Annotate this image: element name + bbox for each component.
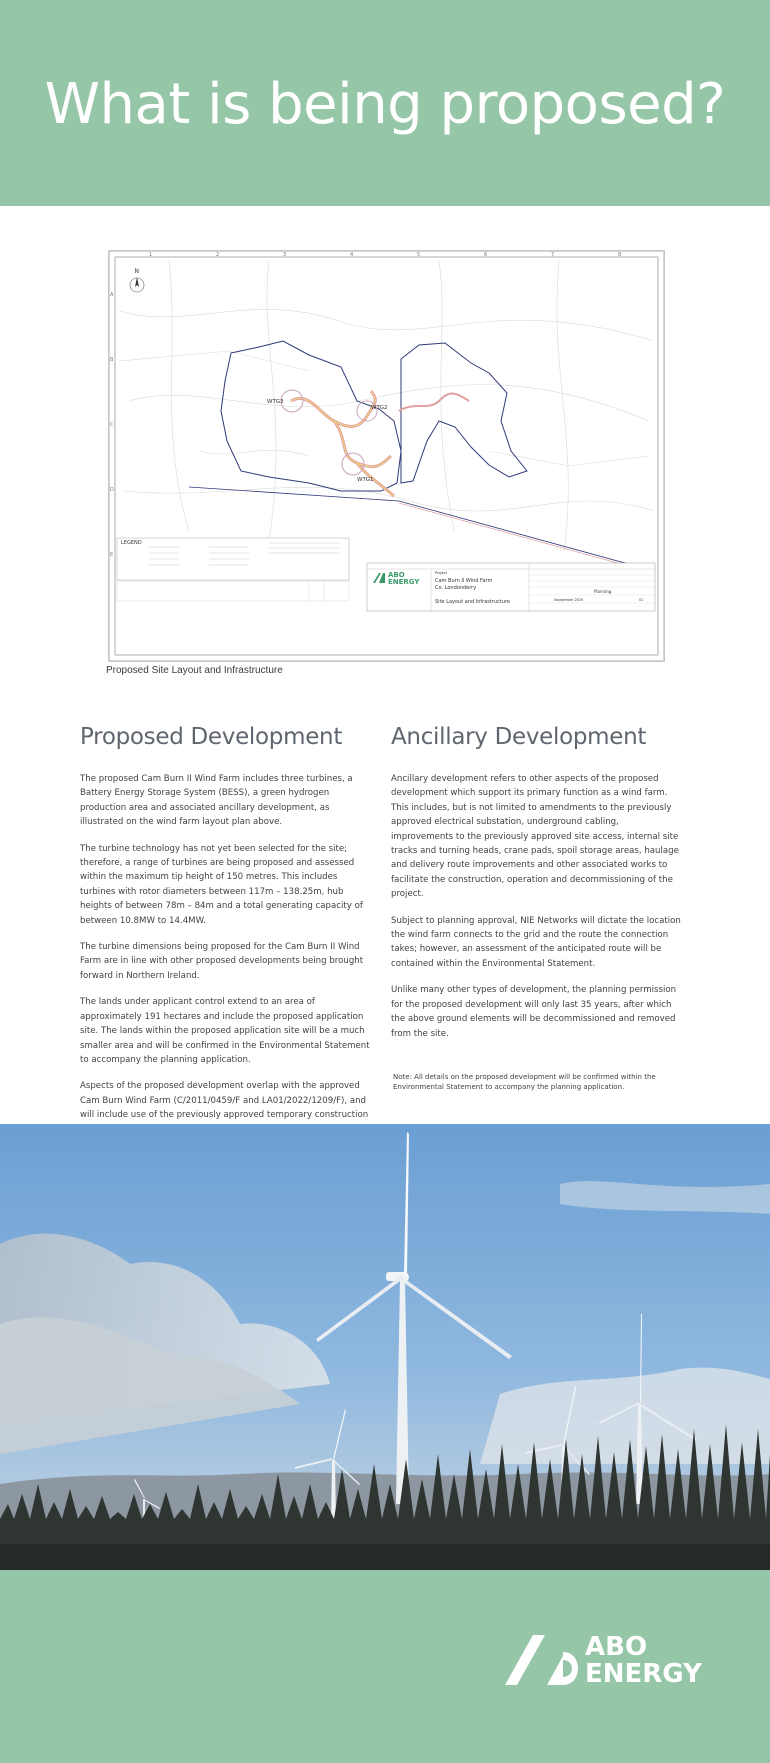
north-label: N — [134, 268, 139, 275]
proposed-development-paragraph: The proposed Cam Burn II Wind Farm includes three turbines, a Battery Energy Storage System (BESS), a green hydrogen production area and associated ancillary development, as illustrated on the wind farm layout plan above. — [80, 774, 353, 828]
title-block-drawing-title: Site Layout and Infrastructure — [435, 599, 510, 605]
grid-col-1: 1 — [149, 252, 153, 258]
footer-logo-text — [585, 1634, 702, 1688]
north-arrow — [130, 268, 144, 292]
turbine-wtg1-label: WTG1 — [357, 477, 374, 483]
grid-col-4: 4 — [350, 252, 354, 258]
page-title: What is being proposed? — [44, 72, 726, 137]
ancillary-development-paragraph: Ancillary development refers to other aspects of the proposed development which support its primary function as a wind farm. This includes, but is not limited to amendments to the previously approved electrical substation, underground cabling, improvements to the previously approved site access, internal site tracks and turning heads, crane pads, spoil storage areas, haulage and delivery route improvements and other associated works to facilitate the construction, operation and decommissioning of the project. — [391, 774, 679, 900]
title-block-purpose: Planning — [594, 589, 612, 594]
grid-row-a: A — [110, 292, 114, 298]
map-caption: Proposed Site Layout and Infrastructure — [106, 665, 283, 676]
footer-brand-line2: ENERGY — [585, 1659, 702, 1689]
title-block-project-label: Project — [435, 571, 447, 575]
grid-col-6: 6 — [484, 252, 488, 258]
proposed-development-paragraph: The lands under applicant control extend to an area of approximately 191 hectares and include the proposed application site. The lands within the proposed application site will be a much smaller area and will be confirmed in the Environmental Statement to accompany the planning application. — [80, 997, 370, 1065]
header-band — [0, 0, 770, 206]
ancillary-development-paragraph: Subject to planning approval, NIE Networks will dictate the location the wind farm connects to the grid and the route the connection takes; however, an assessment of the anticipated route will be contained within the Environmental Statement. — [391, 915, 681, 969]
proposed-development-paragraph: The turbine dimensions being proposed for the Cam Burn II Wind Farm are in line with other proposed developments being brought forward in Northern Ireland. — [80, 942, 364, 981]
turbine-wtg3-label: WTG3 — [267, 399, 284, 405]
site-layout-map — [108, 250, 665, 662]
grid-col-7: 7 — [551, 252, 555, 258]
ancillary-development-paragraph: Unlike many other types of development, the planning permission for the proposed development will only last 35 years, after which the above ground elements will be decommissioned and removed from the site. — [391, 985, 677, 1039]
turbine-wtg2-label: WTG2 — [371, 405, 388, 411]
title-block-revision: 01 — [639, 598, 644, 602]
proposed-development-section — [80, 724, 372, 1149]
grid-row-b: B — [110, 357, 114, 363]
grid-col-3: 3 — [283, 252, 287, 258]
details-note: Note: All details on the proposed development will be confirmed within the Environmental Statement to accompany the planning application. — [393, 1073, 656, 1091]
title-block-brand-2: ENERGY — [388, 578, 420, 586]
wind-turbines-photo — [0, 1124, 770, 1570]
legend-title: LEGEND — [121, 540, 142, 546]
footer-brand-line1: ABO — [585, 1632, 648, 1662]
title-block-date: September 2025 — [554, 598, 584, 602]
title-block-brand-1: ABO — [388, 571, 405, 579]
grid-col-2: 2 — [216, 252, 220, 258]
ancillary-development-heading: Ancillary Development — [391, 724, 647, 750]
title-block-project-name-1: Cam Burn II Wind Farm — [435, 578, 493, 584]
grid-col-5: 5 — [417, 252, 421, 258]
title-block-project-name-2: Co. Londonderry — [435, 585, 477, 591]
ancillary-development-section — [391, 724, 683, 1053]
grid-col-8: 8 — [618, 252, 622, 258]
grid-row-e: E — [110, 552, 114, 558]
grid-row-d: D — [110, 487, 114, 493]
proposed-development-heading: Proposed Development — [80, 724, 343, 750]
site-boundary-east — [401, 343, 527, 483]
grid-row-c: C — [110, 422, 114, 428]
proposed-development-paragraph: The turbine technology has not yet been selected for the site; therefore, a range of turbines are being proposed and assessed within the maximum tip height of 150 metres. This includes turbines with rotor diameters between 117m – 138.25m, hub heights of between 78m – 84m and a total generating capacity of between 10.8MW to 14.4MW. — [80, 843, 363, 926]
proposed-development-paragraph: Aspects of the proposed development overlap with the approved Cam Burn Wind Farm (C/2011/0459/F and LA01/2022/1209/F), and will include use of the previously approved temporary construction — [80, 1081, 369, 1121]
site-boundary-west — [221, 341, 401, 491]
site-layout-drawing — [109, 251, 664, 661]
